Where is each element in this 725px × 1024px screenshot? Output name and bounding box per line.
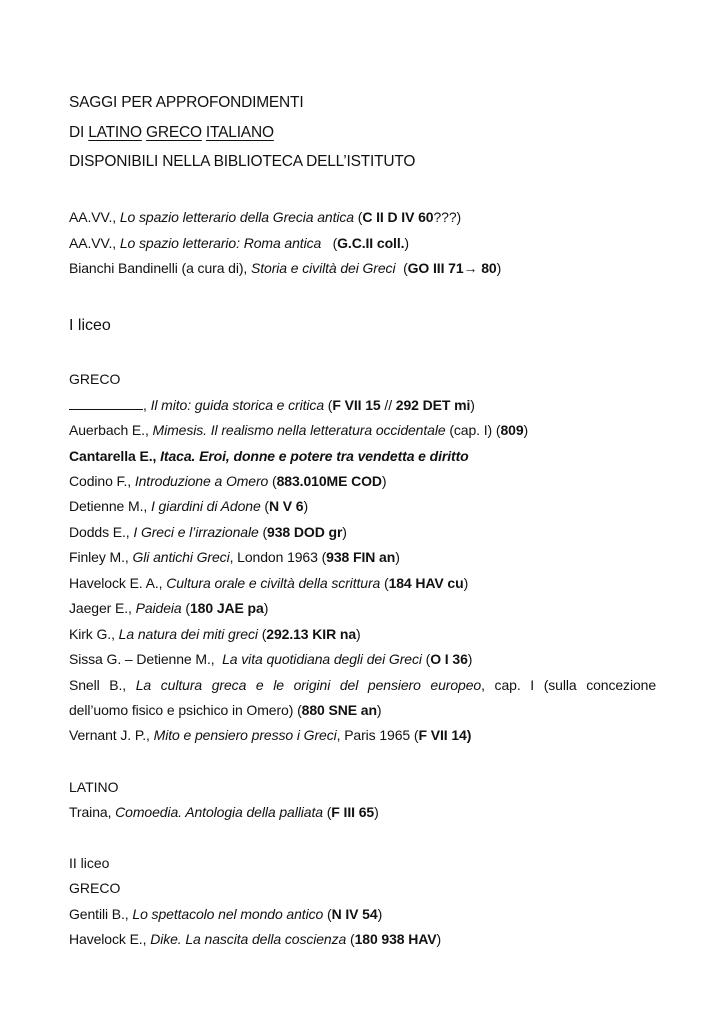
- section-i-liceo: I liceo: [69, 317, 111, 334]
- entry-greco-8: Havelock E. A., Cultura orale e civiltà della scrittura (184 HAV cu): [69, 575, 469, 591]
- heading-line-1: SAGGI PER APPROFONDIMENTI: [69, 94, 304, 111]
- entry-general-1: AA.VV., Lo spazio letterario della Grecia antica (C II D IV 60???): [69, 209, 462, 225]
- entry-greco-4: Codino F., Introduzione a Omero (883.010ME COD): [69, 473, 387, 489]
- subsection-latino: LATINO: [69, 779, 119, 795]
- entry-greco-11: Sissa G. – Detienne M., La vita quotidiana degli dei Greci (O I 36): [69, 651, 473, 667]
- entry-greco2-1: Gentili B., Lo spettacolo nel mondo antico (N IV 54): [69, 906, 383, 922]
- section-ii-liceo: II liceo: [69, 855, 110, 871]
- entry-greco-7: Finley M., Gli antichi Greci, London 1963 (938 FIN an): [69, 549, 400, 565]
- entry-greco-3: Cantarella E., Itaca. Eroi, donne e potere tra vendetta e diritto: [69, 448, 469, 464]
- entry-latino-1: Traina, Comoedia. Antologia della palliata (F III 65): [69, 804, 379, 820]
- entry-greco-1: , Il mito: guida storica e critica (F VII 15 // 292 DET mi): [69, 397, 475, 413]
- entry-greco2-2: Havelock E., Dike. La nascita della coscienza (180 938 HAV): [69, 931, 442, 947]
- entry-greco-5: Detienne M., I giardini di Adone (N V 6): [69, 498, 309, 514]
- entry-greco-13: Vernant J. P., Mito e pensiero presso i Greci, Paris 1965 (F VII 14): [69, 727, 472, 743]
- subsection-greco-2: GRECO: [69, 880, 121, 896]
- entry-greco-10: Kirk G., La natura dei miti greci (292.13 KIR na): [69, 626, 361, 642]
- entry-greco-2: Auerbach E., Mimesis. Il realismo nella letteratura occidentale (cap. I) (809): [69, 422, 529, 438]
- entry-greco-12-continued: dell’uomo fisico e psichico in Omero) (880 SNE an): [69, 702, 382, 718]
- heading-line-3: DISPONIBILI NELLA BIBLIOTECA DELL’ISTITUTO: [69, 153, 416, 170]
- blank-line: [69, 397, 143, 410]
- entry-greco-9: Jaeger E., Paideia (180 JAE pa): [69, 600, 269, 616]
- entry-general-2: AA.VV., Lo spazio letterario: Roma antica (G.C.II coll.): [69, 235, 409, 251]
- entry-greco-6: Dodds E., I Greci e l’irrazionale (938 DOD gr): [69, 524, 347, 540]
- subsection-greco: GRECO: [69, 371, 121, 387]
- entry-greco-12: Snell B., La cultura greca e le origini del pensiero europeo, cap. I (sulla concezione: [69, 677, 657, 693]
- entry-general-3: Bianchi Bandinelli (a cura di), Storia e civiltà dei Greci (GO III 71→ 80): [69, 260, 502, 276]
- heading-line-2: DI LATINO GRECO ITALIANO: [69, 124, 274, 141]
